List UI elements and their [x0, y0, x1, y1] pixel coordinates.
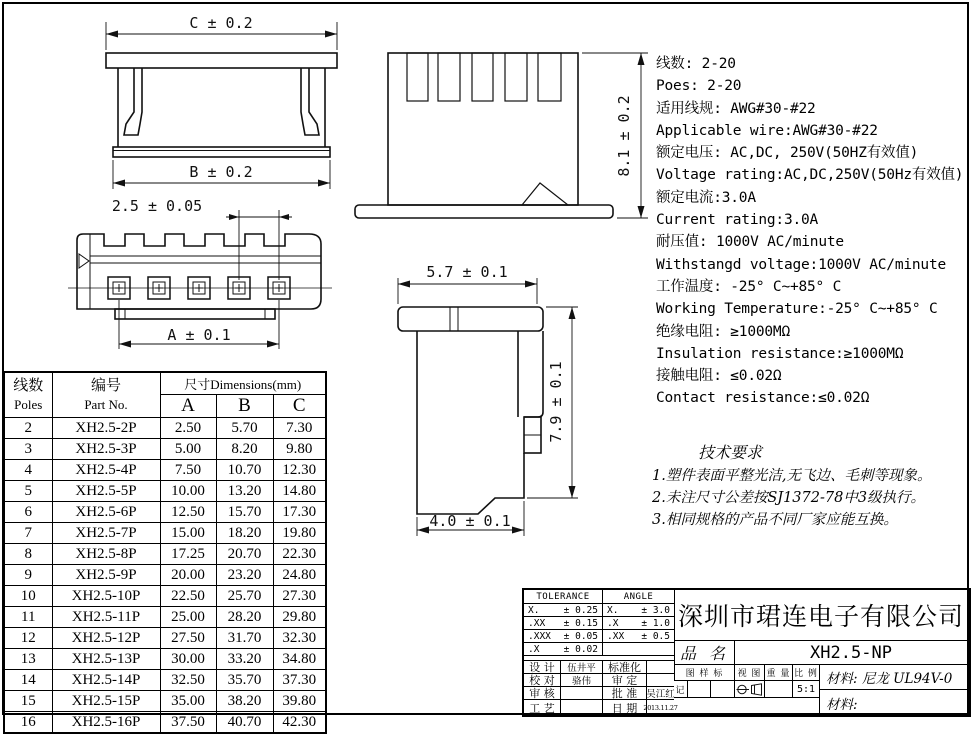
spec-list	[656, 53, 972, 410]
poles-header-cn: 线数	[13, 378, 44, 394]
cell-dim-a: 27.50	[160, 628, 216, 649]
table-row	[4, 649, 326, 670]
col-header-c: C	[273, 395, 326, 418]
cell-poles: 15	[4, 691, 52, 712]
table-row	[4, 670, 326, 691]
drawing-mark-header2: 记	[674, 680, 687, 697]
cell-dim-c: 39.80	[273, 691, 326, 712]
drawing-mark-header: 图 样 标	[674, 664, 734, 680]
part-header-cn: 编号	[90, 378, 121, 394]
tolerance-header: TOLERANCE	[536, 591, 590, 602]
cell-part-no: XH2.5-6P	[52, 502, 160, 523]
cell-dim-c: 24.80	[273, 565, 326, 586]
angle-header: ANGLE	[602, 590, 674, 603]
sign-value	[560, 699, 602, 715]
cell-dim-c: 37.30	[273, 670, 326, 691]
mark-cell	[710, 680, 734, 697]
sign-value: 伍井平	[560, 660, 602, 673]
sign-value: 吴江红	[646, 686, 674, 699]
table-row	[4, 607, 326, 628]
table-row	[4, 439, 326, 460]
tolerance-row	[524, 642, 602, 655]
pin-top-view-drawing	[40, 196, 352, 368]
table-row	[4, 481, 326, 502]
cell-poles: 2	[4, 418, 52, 439]
cell-dim-c: 27.30	[273, 586, 326, 607]
cell-dim-b: 18.20	[216, 523, 273, 544]
cell-dim-b: 38.20	[216, 691, 273, 712]
sign-value	[646, 673, 674, 686]
company-name: 深圳市珺连电子有限公司	[674, 590, 967, 640]
col-header-a: A	[160, 395, 216, 418]
cell-poles: 14	[4, 670, 52, 691]
cell-dim-c: 9.80	[273, 439, 326, 460]
material-row-1: 材料: 尼龙 UL94V-0	[819, 664, 967, 689]
angle-row	[602, 642, 674, 655]
spec-line: 接触电阻: ≤0.02Ω	[656, 368, 782, 385]
cell-poles: 12	[4, 628, 52, 649]
tech-requirements-title: 技术要求	[698, 443, 763, 462]
cell-dim-c: 34.80	[273, 649, 326, 670]
cell-dim-a: 32.50	[160, 670, 216, 691]
spec-line: 耐压值: 1000V AC/minute	[656, 234, 844, 251]
part-header-en: Part No.	[84, 397, 128, 412]
tol-label: .XX	[528, 617, 546, 629]
spec-line: Applicable wire:AWG#30-#22	[656, 122, 878, 139]
cell-dim-b: 23.20	[216, 565, 273, 586]
ang-label: .XX	[607, 630, 625, 642]
cell-dim-b: 20.70	[216, 544, 273, 565]
dim-label-pitch: 2.5 ± 0.05	[111, 197, 203, 215]
cell-dim-c: 32.30	[273, 628, 326, 649]
weight-value	[764, 680, 792, 697]
ang-value: ± 0.5	[641, 630, 670, 642]
cell-part-no: XH2.5-12P	[52, 628, 160, 649]
poles-header-en: Poles	[14, 397, 43, 412]
cell-dim-a: 37.50	[160, 712, 216, 734]
cell-poles: 6	[4, 502, 52, 523]
dim-label-c: C ± 0.2	[189, 14, 253, 32]
spec-line: Contact resistance:≤0.02Ω	[656, 390, 870, 407]
col-header-poles	[4, 372, 52, 418]
cell-dim-b: 15.70	[216, 502, 273, 523]
cell-dim-b: 33.20	[216, 649, 273, 670]
tol-label: .X	[528, 643, 540, 655]
spec-line: 额定电流:3.0A	[656, 189, 756, 206]
tol-value: ± 0.05	[563, 630, 598, 642]
cell-dim-b: 25.70	[216, 586, 273, 607]
tech-requirement-item: 1.塑件表面平整光洁,无飞边、毛刺等现象。	[652, 468, 932, 484]
cell-poles: 3	[4, 439, 52, 460]
cell-part-no: XH2.5-10P	[52, 586, 160, 607]
col-header-b: B	[216, 395, 273, 418]
tol-value: ± 0.02	[563, 643, 598, 655]
spec-line: Insulation resistance:≥1000MΩ	[656, 345, 904, 362]
angle-row	[602, 603, 674, 616]
cell-poles: 4	[4, 460, 52, 481]
material-row-2: 材料:	[819, 689, 967, 715]
cell-poles: 10	[4, 586, 52, 607]
product-name-value: XH2.5-NP	[734, 640, 967, 664]
side-profile-drawing	[378, 246, 612, 546]
cell-dim-c: 12.30	[273, 460, 326, 481]
cell-poles: 11	[4, 607, 52, 628]
sign-value	[560, 686, 602, 699]
spec-line: Poes: 2-20	[656, 78, 742, 95]
table-row	[4, 544, 326, 565]
cell-part-no: XH2.5-8P	[52, 544, 160, 565]
front-view-drawing	[58, 14, 350, 206]
dim-label-side-height: 7.9 ± 0.1	[547, 361, 565, 443]
cell-part-no: XH2.5-14P	[52, 670, 160, 691]
dim-label-height: 8.1 ± 0.2	[615, 95, 633, 177]
sign-value: 骆伟	[560, 673, 602, 686]
cell-dim-a: 15.00	[160, 523, 216, 544]
cell-dim-a: 30.00	[160, 649, 216, 670]
spec-line: Voltage rating:AC,DC,250V(50Hz有效值)	[656, 167, 964, 184]
cell-dim-a: 35.00	[160, 691, 216, 712]
cell-dim-b: 40.70	[216, 712, 273, 734]
cell-dim-c: 17.30	[273, 502, 326, 523]
cell-dim-c: 42.30	[273, 712, 326, 734]
cell-dim-c: 19.80	[273, 523, 326, 544]
table-row	[4, 586, 326, 607]
cell-part-no: XH2.5-2P	[52, 418, 160, 439]
cell-dim-b: 5.70	[216, 418, 273, 439]
cell-part-no: XH2.5-7P	[52, 523, 160, 544]
cell-dim-b: 10.70	[216, 460, 273, 481]
cell-dim-a: 7.50	[160, 460, 216, 481]
dim-label-a: A ± 0.1	[167, 326, 231, 344]
spec-line: 工作温度: -25° C~+85° C	[656, 278, 842, 295]
cell-dim-c: 22.30	[273, 544, 326, 565]
dim-label-b: B ± 0.2	[189, 163, 253, 181]
cell-dim-b: 8.20	[216, 439, 273, 460]
sign-label: 设 计	[524, 660, 560, 673]
cell-poles: 7	[4, 523, 52, 544]
table-row	[4, 691, 326, 712]
side-elevation-drawing	[338, 28, 662, 232]
tech-requirements-list	[652, 465, 972, 531]
tolerance-row	[524, 629, 602, 642]
tech-requirement-item: 2.未注尺寸公差按SJ1372-78中3级执行。	[652, 490, 926, 506]
tolerance-row	[524, 603, 602, 616]
title-block	[522, 588, 971, 717]
cell-dim-c: 7.30	[273, 418, 326, 439]
dimension-table	[3, 371, 327, 734]
blank-cell	[674, 697, 819, 715]
ang-label: X.	[607, 604, 619, 616]
tech-requirements	[652, 441, 972, 531]
cell-poles: 9	[4, 565, 52, 586]
scale-header: 比 例	[792, 664, 819, 680]
ang-value: ± 1.0	[641, 617, 670, 629]
cell-part-no: XH2.5-5P	[52, 481, 160, 502]
table-row	[4, 523, 326, 544]
product-name-label: 品 名	[674, 640, 734, 664]
dim-label-width: 5.7 ± 0.1	[426, 263, 508, 281]
sign-date: 2013.11.27	[646, 699, 674, 715]
sign-label: 标准化	[602, 660, 646, 673]
tol-value: ± 0.25	[563, 604, 598, 616]
projection-symbol-cell	[734, 680, 764, 697]
cell-poles: 8	[4, 544, 52, 565]
sign-label: 校 对	[524, 673, 560, 686]
table-row	[4, 712, 326, 734]
cell-poles: 16	[4, 712, 52, 734]
ang-value: ± 3.0	[641, 604, 670, 616]
table-row	[4, 418, 326, 439]
sign-label: 批 准	[602, 686, 646, 699]
ang-label: .X	[607, 617, 619, 629]
sign-label: 工 艺	[524, 699, 560, 715]
weight-header: 重 量	[764, 664, 792, 680]
cell-dim-a: 22.50	[160, 586, 216, 607]
spec-line: 适用线规: AWG#30-#22	[656, 100, 816, 117]
table-row	[4, 460, 326, 481]
view-header: 视 图	[734, 664, 764, 680]
cell-dim-c: 14.80	[273, 481, 326, 502]
spec-line: Current rating:3.0A	[656, 212, 819, 229]
tech-requirement-item: 3.相同规格的产品不同厂家应能互换。	[652, 512, 898, 528]
cell-part-no: XH2.5-11P	[52, 607, 160, 628]
sign-label: 日 期	[602, 699, 646, 715]
cell-dim-a: 20.00	[160, 565, 216, 586]
col-header-part-no	[52, 372, 160, 418]
cell-part-no: XH2.5-16P	[52, 712, 160, 734]
projection-symbol-icon	[736, 683, 763, 696]
cell-poles: 5	[4, 481, 52, 502]
col-header-dimensions: 尺寸Dimensions(mm)	[160, 372, 326, 395]
cell-part-no: XH2.5-9P	[52, 565, 160, 586]
tol-label: X.	[528, 604, 540, 616]
spec-line: 额定电压: AC,DC, 250V(50HZ有效值)	[656, 145, 919, 162]
table-row	[4, 565, 326, 586]
spec-line: Withstangd voltage:1000V AC/minute	[656, 256, 947, 273]
cell-dim-b: 13.20	[216, 481, 273, 502]
cell-dim-a: 10.00	[160, 481, 216, 502]
spec-line: Working Temperature:-25° C~+85° C	[656, 301, 938, 318]
spec-line: 线数: 2-20	[656, 56, 736, 72]
cell-dim-a: 2.50	[160, 418, 216, 439]
sign-label: 审 核	[524, 686, 560, 699]
dim-label-base: 4.0 ± 0.1	[429, 512, 511, 530]
tolerance-row	[524, 616, 602, 629]
sign-label: 审 定	[602, 673, 646, 686]
cell-dim-b: 31.70	[216, 628, 273, 649]
mark-cell	[687, 680, 710, 697]
cell-dim-c: 29.80	[273, 607, 326, 628]
cell-part-no: XH2.5-4P	[52, 460, 160, 481]
tol-label: .XXX	[528, 630, 551, 642]
cell-part-no: XH2.5-3P	[52, 439, 160, 460]
spec-line: 绝缘电阻: ≥1000MΩ	[656, 323, 790, 340]
cell-dim-a: 25.00	[160, 607, 216, 628]
cell-dim-b: 28.20	[216, 607, 273, 628]
tol-value: ± 0.15	[563, 617, 598, 629]
scale-value: 5:1	[792, 680, 819, 697]
cell-dim-a: 12.50	[160, 502, 216, 523]
sign-value	[646, 660, 674, 673]
angle-row	[602, 629, 674, 642]
cell-dim-b: 35.70	[216, 670, 273, 691]
cell-poles: 13	[4, 649, 52, 670]
cell-dim-a: 17.25	[160, 544, 216, 565]
table-row	[4, 628, 326, 649]
angle-row	[602, 616, 674, 629]
cell-dim-a: 5.00	[160, 439, 216, 460]
cell-part-no: XH2.5-15P	[52, 691, 160, 712]
table-row	[4, 502, 326, 523]
cell-part-no: XH2.5-13P	[52, 649, 160, 670]
